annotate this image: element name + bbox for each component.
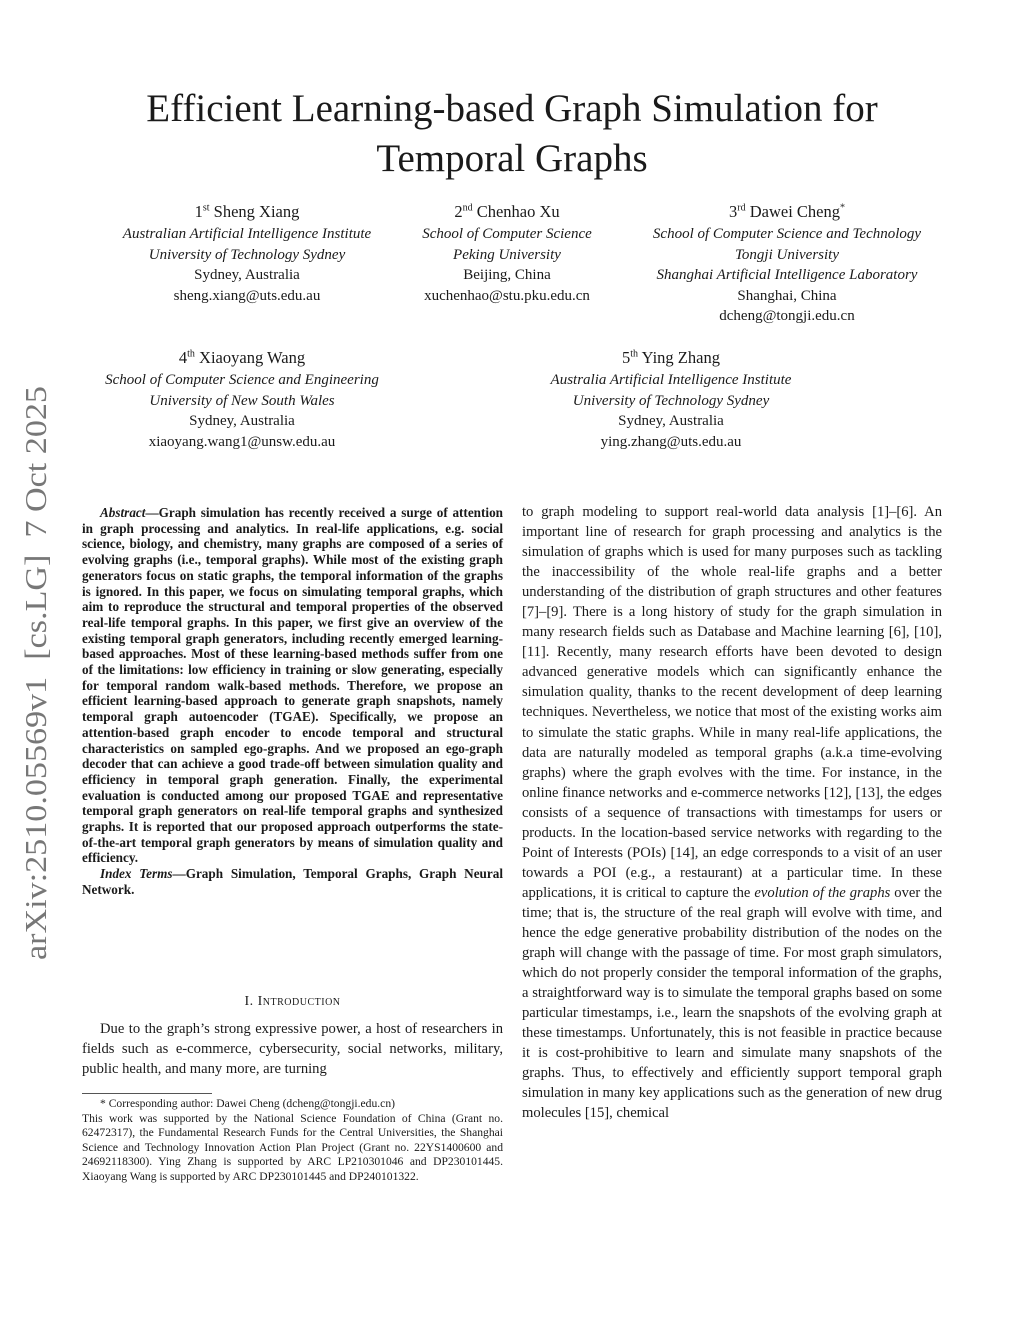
footnote-funding: This work was supported by the National Science Foundation of China (Grant no. 62472317), the Fundamental Research Funds for the Central Universities, the Shanghai Science and Technology Innovation Action Plan Project (Grant no. 22YS1400600 and 24692118300). Ying Zhang is supported by ARC LP210301046 and DP230101445. Xiaoyang Wang is supported by ARC DP230101445 and DP240101322. (82, 1111, 503, 1183)
left-column (82, 505, 503, 898)
author-email: sheng.xiang@uts.edu.au (173, 287, 321, 304)
intro-emphasis: evolution of the graphs (754, 884, 891, 901)
author-affiliation: Shanghai Artificial Intelligence Laboratory (656, 267, 918, 284)
abstract-text: —Graph simulation has recently received a surge of attention in graph processing and analytics. In real-life applications, e.g. social science, biology, and chemistry, many graphs are composed of a series of evolving graphs (i.e., temporal graphs). While most of the existing graph generators focus on static graphs, the temporal information of the graphs is ignored. In this paper, we focus on simulating temporal graphs, which aim to reproduce the structural and temporal properties of the observed real-life temporal graphs. In this paper, we first give an overview of the existing temporal graph generators, including recently emerged learning-based approaches. Most of these learning-based methods suffer from one of the limitations: low efficiency in training or slow generating, especially for temporal random walk-based methods. Therefore, we propose an efficient learning-based approach to generate graph snapshots, namely temporal graph autoencoder (TGAE). Specifically, we propose an attention-based graph encoder to encode temporal and structural characteristics on sampled ego-graphs. And we proposed an ego-graph decoder that can achieve a good trade-off between simulation quality and efficiency in temporal graph generation. Finally, the experimental evaluation is conducted among our proposed TGAE and representative temporal graph generators on real-life temporal graphs and synthesized graphs. It is reported that our proposed approach outperforms the state-of-the-art temporal graph generators by means of simulation quality and efficiency. (82, 505, 503, 866)
author-email: xiaoyang.wang1@unsw.edu.au (148, 433, 336, 450)
author-affiliation: Australian Artificial Intelligence Institute (122, 226, 372, 242)
intro-left-paragraph (82, 1019, 503, 1079)
author-affiliation: Australia Artificial Intelligence Institute (550, 372, 792, 388)
author-email: dcheng@tongji.edu.cn (719, 308, 855, 325)
index-terms-label: Index Terms (100, 866, 173, 882)
index-terms (82, 866, 503, 897)
author-name: 3rd Dawei Cheng* (729, 202, 845, 221)
footnote-corresponding: * Corresponding author: Dawei Cheng (dcheng@tongji.edu.cn) (100, 1097, 395, 1110)
paper-title (80, 84, 944, 184)
intro-continuation (522, 502, 942, 1123)
author-affiliation: University of Technology Sydney (572, 392, 770, 409)
author-affiliation: School of Computer Science and Engineering (105, 372, 379, 388)
author-block-4 (72, 346, 412, 452)
author-affiliation: Tongji University (734, 246, 840, 263)
intro-paragraph: Due to the graph’s strong expressive power, a host of researchers in fields such as e-commerce, cybersecurity, social networks, military, public health, and many more, are turning (82, 1021, 503, 1078)
index-terms-text: —Graph Simulation, Temporal Graphs, Graph Neural Network. (82, 866, 503, 897)
intro-text-part-1: to graph modeling to support real-world data analysis [1]–[6]. An important line of research for graph processing and analytics is the simulation of graphs which is used for many purposes such as tackling the inaccessibility of the whole real-life graphs and a better understanding of the distribution of graph structures and other features [7]–[9]. There is a long history of study for the graph simulation in many research fields such as Database and Machine learning [6], [10], [11]. Recently, many research efforts have been devoted to design advanced generative models which can significantly enhance the simulation quality, thanks to the recent development of deep learning techniques. Nevertheless, we notice that most of the existing works aim to simulate the static graphs. While in many real-life applications, the data are naturally modeled as temporal graphs (a.k.a time-evolving graphs) where the graph evolves with the time. For instance, in the online finance networks and e-commerce networks [12], [13], the edges consists of a sequence of transactions with timestamps for users or products. In the location-based service networks with regarding to the Point of Interests (POIs) [14], an edge corresponds to a visit of an user towards a POI (e.g., a restaurant) at a particular time. In these applications, it is critical to capture the (522, 504, 942, 901)
author-affiliation: School of Computer Science (422, 226, 592, 242)
author-block-3 (622, 200, 952, 327)
author-email: ying.zhang@uts.edu.au (600, 433, 742, 450)
author-location: Shanghai, China (737, 287, 837, 304)
author-email: xuchenhao@stu.pku.edu.cn (424, 287, 590, 304)
author-name: 1st Sheng Xiang (194, 202, 300, 221)
arxiv-side-stamp (0, 380, 62, 980)
section-number: I. (244, 994, 254, 1009)
author-block-1 (82, 200, 412, 306)
section-name: Introduction (257, 994, 341, 1009)
title-line-2: Temporal Graphs (376, 137, 648, 180)
footnotes (82, 1097, 503, 1185)
author-affiliation: University of New South Wales (149, 392, 335, 409)
author-block-2 (382, 200, 632, 306)
arxiv-identifier: arXiv:2510.05569v1 [cs.LG] 7 Oct 2025 (19, 446, 53, 960)
author-affiliation: Peking University (453, 246, 561, 263)
section-heading-introduction (82, 994, 503, 1010)
abstract (82, 505, 503, 866)
author-location: Sydney, Australia (618, 413, 724, 430)
author-location: Sydney, Australia (194, 267, 300, 284)
author-name: 5th Ying Zhang (622, 348, 720, 367)
author-block-5 (506, 346, 836, 452)
author-name: 4th Xiaoyang Wang (178, 348, 306, 367)
title-line-1: Efficient Learning-based Graph Simulation for (146, 87, 878, 130)
abstract-label: Abstract (100, 505, 146, 520)
author-name: 2nd Chenhao Xu (454, 202, 560, 221)
footnote-rule (82, 1093, 212, 1094)
intro-text-part-2: over the time; that is, the structure of the real graph will evolve with time, and hence the edge generative probability distribution of the nodes on the graph will change with the passage of time. For most graph simulators, which do not properly consider the temporal information of the graphs, a straightforward way is to simulate the temporal graphs based on some particular timestamps, i.e., learn the snapshots of the evolving graph at these timestamps. Unfortunately, this is not feasible in practice because it is cost-prohibitive to learn and simulate many snapshots of the graphs. Thus, to effectively and efficiently support temporal graph simulation in many key applications such as the generation of new drug molecules [15], chemical (522, 884, 942, 1122)
right-column (522, 502, 942, 1123)
author-location: Beijing, China (463, 267, 551, 284)
author-location: Sydney, Australia (189, 413, 295, 430)
author-affiliation: School of Computer Science and Technology (652, 226, 922, 242)
author-affiliation: University of Technology Sydney (148, 246, 346, 263)
